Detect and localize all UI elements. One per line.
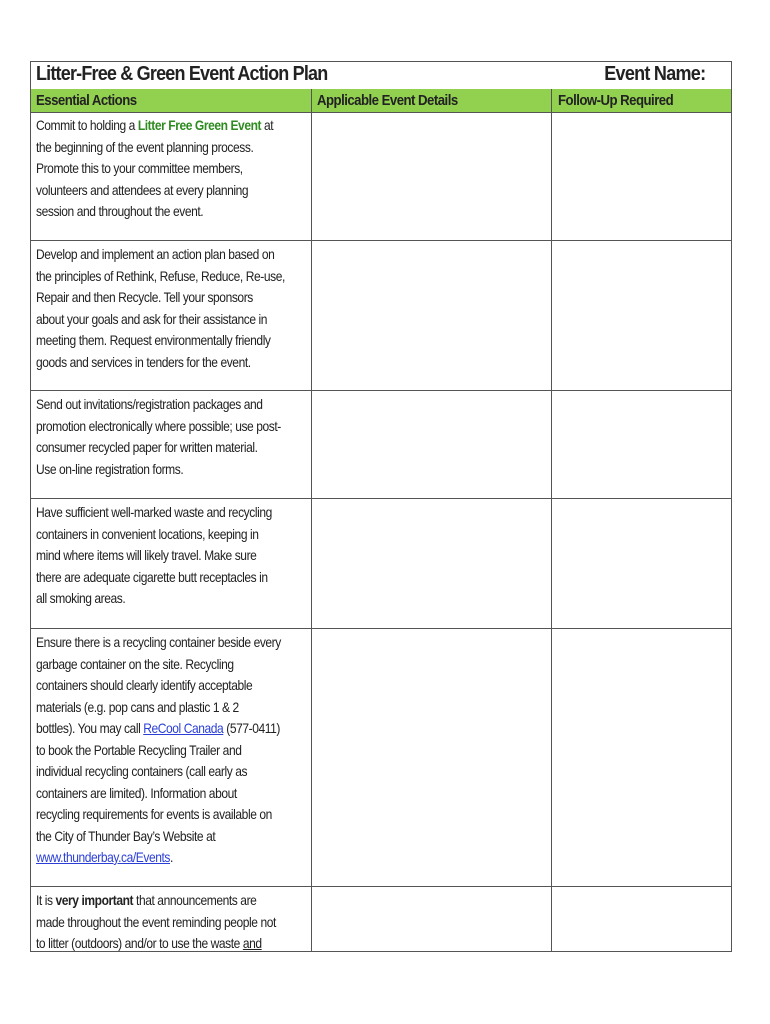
text-segment: . <box>170 849 173 865</box>
text-segment: Use on-line registration forms. <box>36 460 184 477</box>
text-segment: garbage container on the site. Recycling <box>36 655 234 672</box>
link[interactable]: www.thunderbay.ca/Events <box>36 849 171 865</box>
essential-action-text <box>36 394 321 480</box>
page-title: Litter-Free & Green Event Action Plan <box>36 63 328 85</box>
event-details-cell[interactable] <box>312 241 551 390</box>
text-line <box>36 890 276 912</box>
column-divider <box>311 89 312 951</box>
text-line <box>36 437 281 459</box>
text-segment: containers are limited). Information about <box>36 784 237 801</box>
text-segment: containers in convenient locations, keeping in <box>36 525 259 542</box>
text-segment: to book the Portable Recycling Trailer and <box>36 741 242 758</box>
follow-up-cell[interactable] <box>552 112 733 240</box>
text-segment: the beginning of the event planning process. <box>36 138 254 155</box>
text-line <box>36 933 276 955</box>
text-segment: about your goals and ask for their assistance in <box>36 310 268 327</box>
text-line <box>36 912 276 934</box>
column-header-follow-up: Follow-Up Required <box>558 92 674 109</box>
text-segment: mind where items will likely travel. Make sure <box>36 547 257 563</box>
text-line <box>36 826 281 848</box>
text-line <box>36 588 272 610</box>
text-segment: Repair and then Recycle. Tell your sponsors <box>36 289 253 305</box>
text-line <box>36 158 273 180</box>
text-line <box>36 675 281 697</box>
event-details-cell[interactable] <box>312 391 551 498</box>
text-segment: Send out invitations/registration packages and <box>36 396 263 412</box>
text-segment: meeting them. Request environmentally friendly <box>36 332 271 348</box>
text-segment: the principles of Rethink, Refuse, Reduce, Re-use, <box>36 267 285 284</box>
text-line <box>36 740 281 762</box>
table-row <box>31 391 731 499</box>
follow-up-cell[interactable] <box>552 241 733 390</box>
column-header-essential-actions: Essential Actions <box>36 92 137 109</box>
table-row <box>31 499 731 629</box>
text-segment: containers should clearly identify acceptable <box>36 677 253 693</box>
text-segment: promotion electronically where possible; use post- <box>36 417 281 434</box>
text-segment: consumer recycled paper for written material. <box>36 439 258 455</box>
text-segment: the City of Thunder Bay’s Website at <box>36 827 216 844</box>
essential-action-text <box>36 244 325 373</box>
title-row <box>31 62 731 90</box>
text-segment: at <box>261 117 274 133</box>
text-line <box>36 309 285 331</box>
table-row <box>31 887 731 951</box>
text-line <box>36 697 281 719</box>
text-segment: volunteers and attendees at every planning <box>36 181 249 198</box>
text-segment: Have sufficient well-marked waste and recycling <box>36 504 272 520</box>
text-segment: recycling requirements for events is available on <box>36 806 272 822</box>
event-name-label: Event Name: <box>603 63 705 85</box>
text-line <box>36 266 285 288</box>
essential-action-text <box>36 632 321 869</box>
table-row <box>31 112 731 241</box>
text-line <box>36 201 273 223</box>
column-divider <box>551 89 552 951</box>
essential-action-text <box>36 502 310 610</box>
text-line <box>36 416 281 438</box>
text-segment: that announcements are <box>133 892 257 908</box>
event-details-cell[interactable] <box>312 629 551 886</box>
text-line <box>36 567 272 589</box>
text-segment: (577-0411) <box>223 720 280 736</box>
text-line <box>36 654 281 676</box>
text-line <box>36 180 273 202</box>
text-segment: goods and services in tenders for the event. <box>36 353 251 370</box>
table-row <box>31 241 731 391</box>
text-line <box>36 287 285 309</box>
action-plan-table <box>30 61 732 952</box>
essential-action-text <box>36 890 315 955</box>
text-segment: session and throughout the event. <box>36 203 204 219</box>
text-segment: there are adequate cigarette butt receptacles in <box>36 568 268 585</box>
text-line <box>36 137 273 159</box>
text-line <box>36 761 281 783</box>
text-line <box>36 545 272 567</box>
emphasis-text: Litter Free Green Event <box>137 117 262 133</box>
text-segment: to litter (outdoors) and/or to use the waste <box>36 935 243 951</box>
text-segment: Develop and implement an action plan based on <box>36 246 275 262</box>
column-header-row <box>31 89 731 113</box>
text-line <box>36 718 281 740</box>
follow-up-cell[interactable] <box>552 499 733 628</box>
follow-up-cell[interactable] <box>552 391 733 498</box>
link[interactable]: ReCool Canada <box>143 720 224 736</box>
emphasis-text: very important <box>55 892 134 908</box>
text-segment: individual recycling containers (call early as <box>36 763 248 779</box>
event-details-cell[interactable] <box>312 499 551 628</box>
text-segment: Commit to holding a <box>36 117 138 133</box>
text-line <box>36 847 281 869</box>
text-line <box>36 783 281 805</box>
event-details-cell[interactable] <box>312 112 551 240</box>
text-line <box>36 524 272 546</box>
follow-up-cell[interactable] <box>552 887 733 951</box>
text-segment: made throughout the event reminding people not <box>36 913 276 930</box>
text-segment: materials (e.g. pop cans and plastic 1 & 2 <box>36 698 239 715</box>
text-line <box>36 804 281 826</box>
text-segment: all smoking areas. <box>36 590 126 606</box>
table-row <box>31 629 731 887</box>
text-line <box>36 330 285 352</box>
text-line <box>36 352 285 374</box>
text-line <box>36 244 285 266</box>
text-line <box>36 502 272 524</box>
text-line <box>36 394 281 416</box>
column-header-applicable-details: Applicable Event Details <box>317 92 458 109</box>
text-line <box>36 115 273 137</box>
text-segment: It is <box>36 892 56 908</box>
text-line <box>36 459 281 481</box>
text-segment: Promote this to your committee members, <box>36 160 243 176</box>
emphasis-text: and <box>242 935 262 951</box>
event-details-cell[interactable] <box>312 887 551 951</box>
text-line <box>36 632 281 654</box>
follow-up-cell[interactable] <box>552 629 733 886</box>
essential-action-text <box>36 115 312 223</box>
text-segment: bottles). You may call <box>36 720 144 736</box>
text-segment: Ensure there is a recycling container beside every <box>36 634 281 650</box>
